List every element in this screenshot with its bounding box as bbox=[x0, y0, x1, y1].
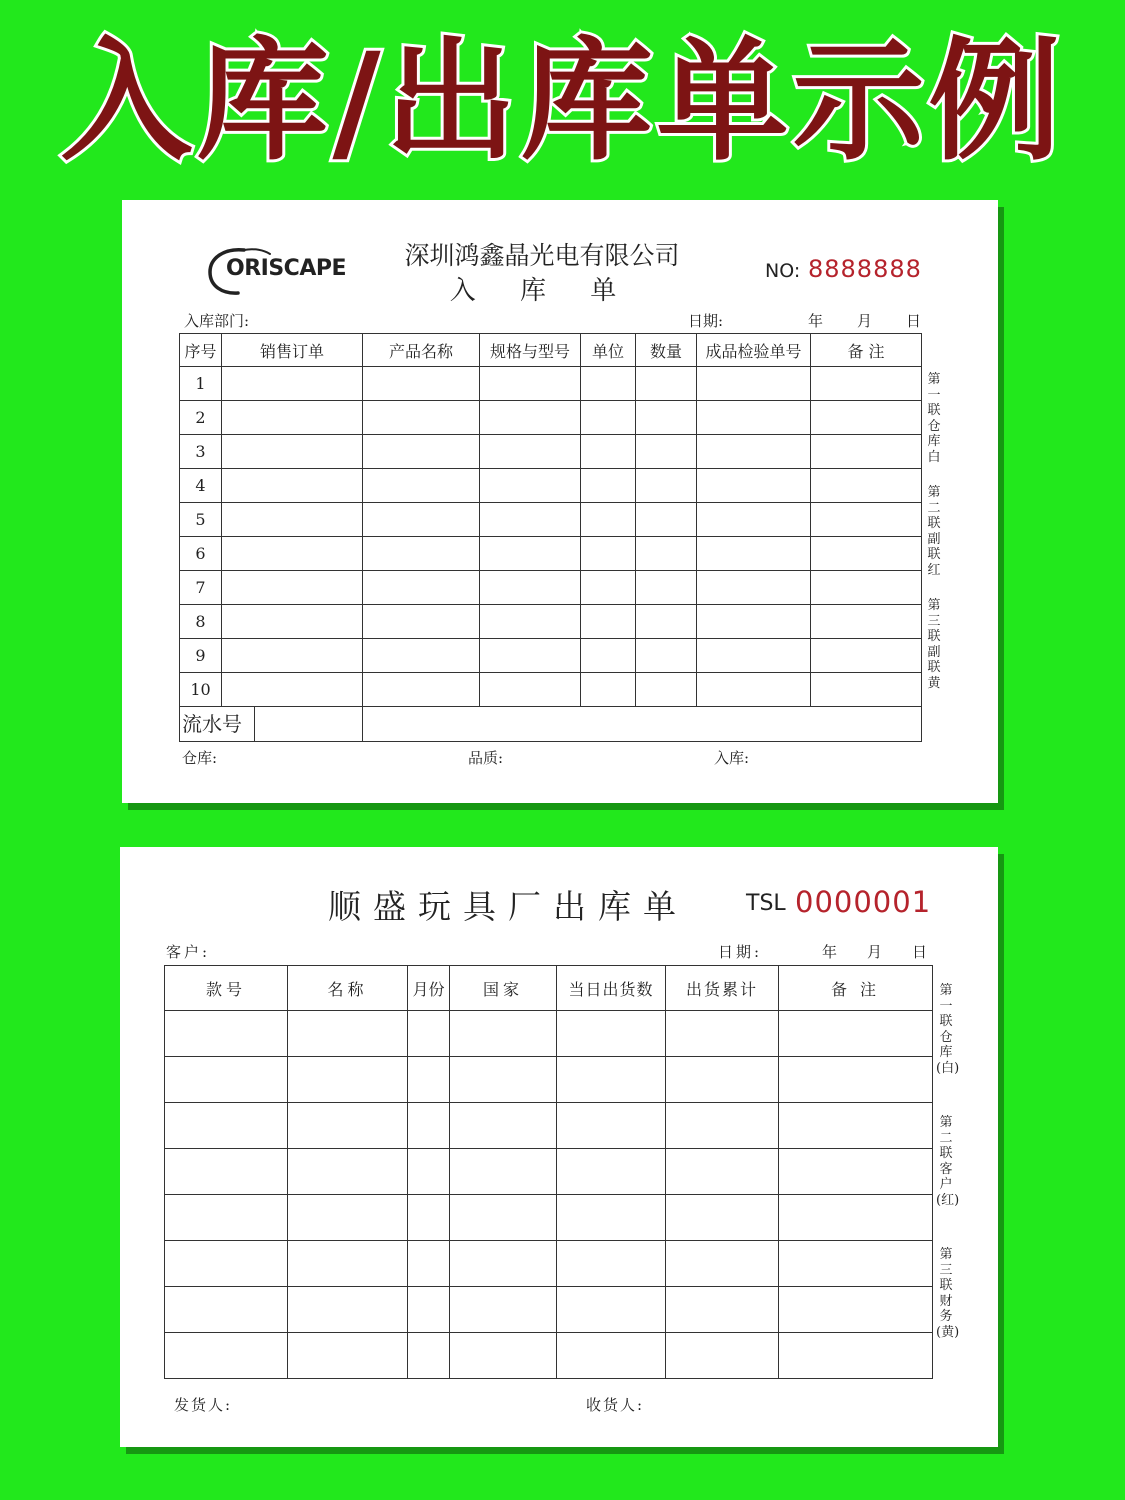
table-cell[interactable] bbox=[222, 503, 363, 537]
column-header: 款号 bbox=[165, 966, 288, 1011]
table-cell[interactable] bbox=[408, 1195, 450, 1241]
table-cell[interactable] bbox=[636, 639, 697, 673]
table-cell[interactable] bbox=[581, 401, 636, 435]
table-cell[interactable] bbox=[288, 1011, 408, 1057]
serial-label: 流水号 bbox=[180, 707, 255, 741]
table-row bbox=[180, 673, 922, 707]
table-row bbox=[180, 469, 922, 503]
table-row bbox=[165, 1149, 933, 1195]
table-cell[interactable] bbox=[480, 469, 581, 503]
copy-label-3: 第三联财务(黄) bbox=[936, 1247, 960, 1340]
table-cell[interactable] bbox=[636, 469, 697, 503]
table-cell[interactable] bbox=[480, 673, 581, 707]
banner-title: 入库/出库单示例 bbox=[60, 25, 1065, 179]
table-row bbox=[165, 1057, 933, 1103]
table-cell[interactable] bbox=[557, 1287, 666, 1333]
table-cell[interactable] bbox=[363, 639, 480, 673]
table-cell[interactable] bbox=[288, 1103, 408, 1149]
column-header: 成品检验单号 bbox=[697, 334, 811, 367]
table-cell[interactable] bbox=[811, 503, 922, 537]
table-row bbox=[180, 537, 922, 571]
table-cell[interactable] bbox=[363, 605, 480, 639]
table-cell[interactable] bbox=[480, 401, 581, 435]
table-header-row bbox=[180, 334, 922, 367]
table-row bbox=[180, 401, 922, 435]
table-cell[interactable] bbox=[222, 571, 363, 605]
table-row bbox=[180, 503, 922, 537]
row-number: 1 bbox=[180, 367, 222, 401]
column-header: 国家 bbox=[450, 966, 557, 1011]
table-header-row bbox=[165, 966, 933, 1011]
outbound-table bbox=[164, 965, 933, 1379]
column-header: 月份 bbox=[408, 966, 450, 1011]
table-cell[interactable] bbox=[165, 1103, 288, 1149]
column-header: 名称 bbox=[288, 966, 408, 1011]
table-cell[interactable] bbox=[480, 571, 581, 605]
table-cell[interactable] bbox=[811, 401, 922, 435]
table-cell[interactable] bbox=[811, 571, 922, 605]
table-cell[interactable] bbox=[636, 605, 697, 639]
table-cell[interactable] bbox=[165, 1057, 288, 1103]
form-title: 入 库 单 bbox=[449, 276, 635, 306]
row-number: 7 bbox=[180, 571, 222, 605]
copy-label-2: 第二联副联红 bbox=[927, 485, 941, 578]
table-cell[interactable] bbox=[779, 1011, 933, 1057]
table-cell[interactable] bbox=[636, 537, 697, 571]
table-cell[interactable] bbox=[450, 1057, 557, 1103]
inbound-table bbox=[179, 333, 922, 742]
table-cell[interactable] bbox=[636, 571, 697, 605]
date-day: 日 bbox=[912, 943, 928, 961]
table-cell[interactable] bbox=[450, 1195, 557, 1241]
table-cell[interactable] bbox=[697, 503, 811, 537]
table-cell[interactable] bbox=[811, 435, 922, 469]
column-header: 规格与型号 bbox=[480, 334, 581, 367]
table-cell[interactable] bbox=[581, 605, 636, 639]
table-cell[interactable] bbox=[779, 1241, 933, 1287]
table-cell[interactable] bbox=[408, 1287, 450, 1333]
table-cell[interactable] bbox=[288, 1195, 408, 1241]
row-number: 5 bbox=[180, 503, 222, 537]
table-cell[interactable] bbox=[450, 1241, 557, 1287]
inbound-form bbox=[122, 200, 998, 803]
table-cell[interactable] bbox=[222, 639, 363, 673]
table-cell[interactable] bbox=[666, 1149, 779, 1195]
receipt-sign-label: 入库: bbox=[714, 749, 750, 767]
table-cell[interactable] bbox=[480, 503, 581, 537]
table-row bbox=[180, 639, 922, 673]
column-header: 序号 bbox=[180, 334, 222, 367]
table-cell[interactable] bbox=[811, 673, 922, 707]
copy-label-3: 第三联副联黄 bbox=[927, 598, 941, 691]
copy-label-1: 第一联仓库白 bbox=[927, 372, 941, 465]
table-cell[interactable] bbox=[363, 435, 480, 469]
table-cell[interactable] bbox=[222, 469, 363, 503]
table-cell[interactable] bbox=[697, 673, 811, 707]
company-logo bbox=[204, 242, 354, 298]
table-cell[interactable] bbox=[811, 537, 922, 571]
column-header: 备 注 bbox=[811, 334, 922, 367]
table-row bbox=[180, 367, 922, 401]
row-number: 10 bbox=[180, 673, 222, 707]
table-cell[interactable] bbox=[408, 1057, 450, 1103]
column-header: 单位 bbox=[581, 334, 636, 367]
table-cell[interactable] bbox=[363, 571, 480, 605]
table-row bbox=[180, 605, 922, 639]
table-cell[interactable] bbox=[666, 1103, 779, 1149]
table-cell[interactable] bbox=[557, 1103, 666, 1149]
quality-sign-label: 品质: bbox=[468, 749, 504, 767]
table-cell[interactable] bbox=[363, 673, 480, 707]
table-cell[interactable] bbox=[222, 605, 363, 639]
table-cell[interactable] bbox=[557, 1195, 666, 1241]
date-month: 月 bbox=[867, 943, 883, 961]
table-cell[interactable] bbox=[697, 537, 811, 571]
table-cell[interactable] bbox=[408, 1241, 450, 1287]
table-cell[interactable] bbox=[811, 469, 922, 503]
table-cell[interactable] bbox=[557, 1057, 666, 1103]
outbound-form bbox=[120, 847, 998, 1447]
table-cell[interactable] bbox=[581, 571, 636, 605]
form-title: 顺盛玩具厂出库单 bbox=[328, 887, 688, 926]
table-row bbox=[165, 1011, 933, 1057]
date-label: 日期: bbox=[688, 312, 724, 330]
date-year: 年 bbox=[808, 312, 824, 330]
table-cell[interactable] bbox=[363, 469, 480, 503]
form-number: 0000001 bbox=[795, 885, 932, 919]
table-cell[interactable] bbox=[222, 537, 363, 571]
table-cell[interactable] bbox=[581, 435, 636, 469]
table-cell[interactable] bbox=[288, 1287, 408, 1333]
table-cell[interactable] bbox=[480, 639, 581, 673]
logo-text: ORISCAPE bbox=[226, 256, 346, 281]
table-cell[interactable] bbox=[811, 605, 922, 639]
table-cell[interactable] bbox=[636, 401, 697, 435]
column-header: 销售订单 bbox=[222, 334, 363, 367]
company-name: 深圳鸿鑫晶光电有限公司 bbox=[404, 241, 680, 270]
department-label: 入库部门: bbox=[184, 312, 250, 330]
table-cell[interactable] bbox=[666, 1195, 779, 1241]
table-cell[interactable] bbox=[222, 367, 363, 401]
table-cell[interactable] bbox=[222, 435, 363, 469]
date-year: 年 bbox=[822, 943, 838, 961]
form-number-label: NO: bbox=[765, 260, 801, 282]
table-cell[interactable] bbox=[581, 639, 636, 673]
serial-field[interactable] bbox=[255, 707, 362, 741]
table-cell[interactable] bbox=[557, 1241, 666, 1287]
table-cell[interactable] bbox=[636, 673, 697, 707]
table-row bbox=[165, 1195, 933, 1241]
table-cell[interactable] bbox=[581, 673, 636, 707]
table-cell[interactable] bbox=[288, 1057, 408, 1103]
table-cell[interactable] bbox=[581, 367, 636, 401]
table-cell[interactable] bbox=[779, 1149, 933, 1195]
table-cell[interactable] bbox=[581, 469, 636, 503]
table-cell[interactable] bbox=[408, 1011, 450, 1057]
table-cell[interactable] bbox=[779, 1333, 933, 1379]
table-row bbox=[165, 1241, 933, 1287]
table-cell[interactable] bbox=[697, 571, 811, 605]
table-row bbox=[180, 571, 922, 605]
serial-row bbox=[180, 707, 922, 742]
table-cell[interactable] bbox=[288, 1149, 408, 1195]
table-cell[interactable] bbox=[480, 367, 581, 401]
copy-label-2: 第二联客户(红) bbox=[936, 1115, 960, 1208]
table-cell[interactable] bbox=[450, 1287, 557, 1333]
column-header: 当日出货数 bbox=[557, 966, 666, 1011]
table-cell[interactable] bbox=[811, 367, 922, 401]
table-cell[interactable] bbox=[636, 503, 697, 537]
table-row bbox=[165, 1103, 933, 1149]
form-number-label: TSL bbox=[746, 891, 786, 916]
table-cell[interactable] bbox=[666, 1333, 779, 1379]
table-cell[interactable] bbox=[288, 1241, 408, 1287]
customer-label: 客户: bbox=[166, 943, 211, 961]
column-header: 数量 bbox=[636, 334, 697, 367]
table-cell[interactable] bbox=[697, 605, 811, 639]
date-day: 日 bbox=[906, 312, 922, 330]
shipper-sign-label: 发货人: bbox=[174, 1396, 233, 1414]
table-cell[interactable] bbox=[450, 1333, 557, 1379]
warehouse-sign-label: 仓库: bbox=[182, 749, 218, 767]
column-header: 备 注 bbox=[779, 966, 933, 1011]
table-cell[interactable] bbox=[222, 401, 363, 435]
table-row bbox=[180, 435, 922, 469]
row-number: 6 bbox=[180, 537, 222, 571]
table-cell[interactable] bbox=[779, 1195, 933, 1241]
row-number: 4 bbox=[180, 469, 222, 503]
table-row bbox=[165, 1287, 933, 1333]
table-cell[interactable] bbox=[557, 1011, 666, 1057]
serial-blank[interactable] bbox=[363, 707, 922, 742]
row-number: 8 bbox=[180, 605, 222, 639]
table-cell[interactable] bbox=[581, 503, 636, 537]
table-cell[interactable] bbox=[288, 1333, 408, 1379]
table-cell[interactable] bbox=[408, 1333, 450, 1379]
table-cell[interactable] bbox=[165, 1287, 288, 1333]
table-cell[interactable] bbox=[408, 1149, 450, 1195]
table-cell[interactable] bbox=[697, 401, 811, 435]
table-cell[interactable] bbox=[779, 1103, 933, 1149]
table-cell[interactable] bbox=[697, 435, 811, 469]
table-cell[interactable] bbox=[363, 367, 480, 401]
table-cell[interactable] bbox=[480, 435, 581, 469]
table-cell[interactable] bbox=[666, 1287, 779, 1333]
date-label: 日期: bbox=[718, 943, 763, 961]
table-cell[interactable] bbox=[666, 1057, 779, 1103]
table-cell[interactable] bbox=[779, 1057, 933, 1103]
table-cell[interactable] bbox=[408, 1103, 450, 1149]
receiver-sign-label: 收货人: bbox=[586, 1396, 645, 1414]
table-cell[interactable] bbox=[363, 503, 480, 537]
copy-label-1: 第一联仓库(白) bbox=[936, 983, 960, 1076]
column-header: 出货累计 bbox=[666, 966, 779, 1011]
table-cell[interactable] bbox=[480, 605, 581, 639]
row-number: 3 bbox=[180, 435, 222, 469]
table-cell[interactable] bbox=[480, 537, 581, 571]
row-number: 9 bbox=[180, 639, 222, 673]
table-cell[interactable] bbox=[165, 1333, 288, 1379]
column-header: 产品名称 bbox=[363, 334, 480, 367]
table-cell[interactable] bbox=[697, 367, 811, 401]
row-number: 2 bbox=[180, 401, 222, 435]
table-cell[interactable] bbox=[165, 1149, 288, 1195]
table-cell[interactable] bbox=[165, 1241, 288, 1287]
table-cell[interactable] bbox=[779, 1287, 933, 1333]
table-row bbox=[165, 1333, 933, 1379]
table-cell[interactable] bbox=[666, 1241, 779, 1287]
table-cell[interactable] bbox=[222, 673, 363, 707]
form-number: 8888888 bbox=[808, 255, 922, 283]
table-cell[interactable] bbox=[697, 639, 811, 673]
table-cell[interactable] bbox=[165, 1195, 288, 1241]
table-cell[interactable] bbox=[636, 367, 697, 401]
table-cell[interactable] bbox=[581, 537, 636, 571]
table-cell[interactable] bbox=[450, 1149, 557, 1195]
table-cell[interactable] bbox=[811, 639, 922, 673]
table-cell[interactable] bbox=[697, 469, 811, 503]
table-cell[interactable] bbox=[363, 537, 480, 571]
table-cell[interactable] bbox=[363, 401, 480, 435]
date-month: 月 bbox=[857, 312, 873, 330]
table-cell[interactable] bbox=[450, 1103, 557, 1149]
table-cell[interactable] bbox=[636, 435, 697, 469]
table-cell[interactable] bbox=[557, 1149, 666, 1195]
table-cell[interactable] bbox=[557, 1333, 666, 1379]
table-cell[interactable] bbox=[165, 1011, 288, 1057]
table-cell[interactable] bbox=[666, 1011, 779, 1057]
table-cell[interactable] bbox=[450, 1011, 557, 1057]
